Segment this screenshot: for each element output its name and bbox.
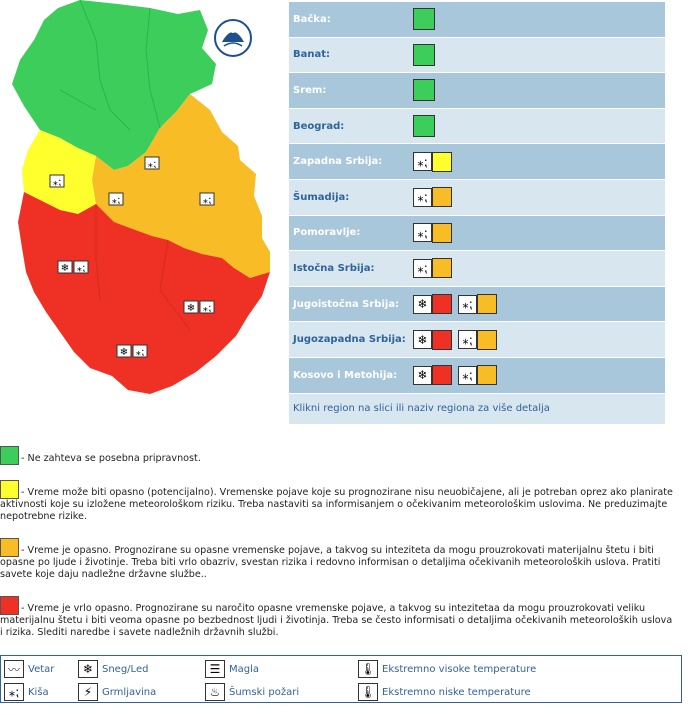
region-warning-cells: [413, 8, 435, 30]
svg-text:⁎⁏: ⁎⁏: [135, 347, 145, 358]
icon-legend: [0, 655, 682, 703]
rain-icon: ⁎⁏: [413, 188, 432, 207]
map-snow-ice-icon[interactable]: [117, 345, 131, 358]
region-name-link[interactable]: Beograd:: [293, 120, 345, 132]
region-warning-cells: [413, 152, 452, 172]
warning-level-swatch: [432, 152, 452, 172]
warning-level-swatch: [432, 294, 452, 314]
warning-level-swatch: [477, 330, 497, 350]
wind-icon: 〰: [4, 660, 24, 678]
thunder-icon: ⚡: [78, 683, 98, 701]
region-warning-cells: [413, 79, 435, 101]
region-name-link[interactable]: Bačka:: [293, 13, 331, 25]
icon-legend-fog: [205, 660, 259, 678]
rain-icon: ⁎⁏: [413, 152, 432, 171]
svg-text:⁎⁏: ⁎⁏: [111, 195, 121, 206]
region-row[interactable]: [289, 287, 665, 323]
region-name-link[interactable]: Zapadna Srbija:: [293, 156, 383, 168]
warning-level-swatch: [432, 330, 452, 350]
region-name-link[interactable]: Šumadija:: [293, 191, 350, 203]
region-name-link[interactable]: Jugoistočna Srbija:: [293, 298, 400, 310]
snow-label: Sneg/Led: [102, 663, 149, 675]
region-warning-cells: [413, 115, 435, 137]
icon-legend-snow: [78, 660, 148, 678]
warning-group[interactable]: [458, 365, 497, 385]
warning-level-swatch: [432, 258, 452, 278]
map-rain-icon[interactable]: [145, 157, 159, 170]
region-warning-cells: [413, 294, 497, 314]
warning-level-swatch: [432, 187, 452, 207]
forest-fire-icon: ♨: [205, 683, 225, 701]
legend-yellow-swatch: [0, 480, 19, 499]
rain-icon: ⁎⁏: [413, 223, 432, 242]
warning-group[interactable]: [413, 187, 452, 207]
warning-group[interactable]: [413, 294, 452, 314]
warning-group[interactable]: [413, 258, 452, 278]
snow-ice-icon: ❄: [413, 366, 432, 385]
region-row[interactable]: [289, 2, 665, 38]
region-table: [289, 2, 665, 424]
icon-legend-rain: [4, 683, 49, 701]
warning-group[interactable]: [413, 223, 452, 243]
warning-group[interactable]: [413, 152, 452, 172]
map-snow-ice-icon[interactable]: [184, 301, 198, 314]
rain-label: Kiša: [28, 686, 49, 698]
icon-legend-thunder: [78, 683, 156, 701]
rain-icon: ⁎⁏: [458, 366, 477, 385]
legend-green-text: - Ne zahteva se posebna pripravnost.: [21, 453, 201, 464]
warning-level-swatch[interactable]: [413, 115, 435, 137]
warning-level-swatch[interactable]: [413, 44, 435, 66]
rain-icon: ⁎⁏: [413, 259, 432, 278]
high-temperature-icon: 🌡: [358, 660, 378, 678]
region-row[interactable]: [289, 38, 665, 74]
rain-icon: ⁎⁏: [458, 330, 477, 349]
region-name-link[interactable]: Jugozapadna Srbija:: [293, 334, 406, 346]
legend-yellow-text: - Vreme može biti opasno (potencijalno). Vremenske pojave koje su prognozirane nisu neuobičajene, ali je potreban oprez ako planirate aktivnosti koje su izložene meteorološkom riziku. Treba nastaviti sa informisanjem o očekivanim meteorološkim uslovima. Ne preduzimajte nepotrebne rizike.: [0, 487, 673, 522]
warning-level-swatch: [432, 223, 452, 243]
icon-legend-fire: [205, 683, 299, 701]
region-name-link[interactable]: Istočna Srbija:: [293, 262, 375, 274]
fog-icon: ☰: [205, 660, 225, 678]
rain-icon: ⁎⁏: [4, 683, 24, 701]
thunder-label: Grmljavina: [102, 686, 157, 698]
legend-red-swatch: [0, 596, 19, 615]
map-rain-icon[interactable]: [200, 301, 214, 314]
wind-label: Vetar: [28, 663, 55, 675]
region-hint-text: Klikni region na slici ili naziv regiona za više detalja: [289, 394, 665, 424]
svg-text:⁎⁏: ⁎⁏: [52, 177, 62, 188]
warning-group[interactable]: [458, 294, 497, 314]
region-name-link[interactable]: Srem:: [293, 84, 327, 96]
region-name-link[interactable]: Pomoravlje:: [293, 227, 361, 239]
high-temp-label: Ekstremno visoke temperature: [382, 663, 537, 675]
region-row[interactable]: [289, 358, 665, 394]
svg-text:❄: ❄: [119, 347, 129, 358]
map-rain-icon[interactable]: [133, 345, 147, 358]
region-name-link[interactable]: Kosovo i Metohija:: [293, 369, 398, 381]
legend-red: [0, 596, 676, 639]
map-snow-ice-icon[interactable]: [58, 261, 72, 274]
region-row[interactable]: [289, 216, 665, 252]
rhmz-logo: [215, 20, 251, 56]
snow-ice-icon: ❄: [413, 295, 432, 314]
fog-label: Magla: [229, 663, 260, 675]
svg-text:⁎⁏: ⁎⁏: [202, 195, 212, 206]
fire-label: Šumski požari: [229, 686, 300, 698]
region-row[interactable]: [289, 73, 665, 109]
svg-text:❄: ❄: [186, 303, 196, 314]
warning-level-swatch[interactable]: [413, 8, 435, 30]
legend-yellow: [0, 480, 676, 523]
region-warning-cells: [413, 187, 452, 207]
map-rain-icon[interactable]: [109, 193, 123, 206]
map-rain-icon[interactable]: [74, 261, 88, 274]
warning-group[interactable]: [458, 330, 497, 350]
map-rain-icon[interactable]: [50, 175, 64, 188]
region-row[interactable]: [289, 180, 665, 216]
svg-text:❄: ❄: [60, 263, 70, 274]
legend-orange-swatch: [0, 538, 19, 557]
svg-text:⁎⁏: ⁎⁏: [147, 159, 157, 170]
region-row[interactable]: [289, 144, 665, 180]
region-name-link[interactable]: Banat:: [293, 49, 331, 61]
region-row[interactable]: [289, 322, 665, 358]
map-rain-icon[interactable]: [200, 193, 214, 206]
region-warning-cells: [413, 44, 435, 66]
warning-level-swatch[interactable]: [413, 79, 435, 101]
warning-level-swatch: [477, 365, 497, 385]
warning-group[interactable]: [413, 330, 452, 350]
icon-legend-low-temp: [358, 683, 531, 701]
warning-level-swatch: [432, 365, 452, 385]
serbia-warning-map[interactable]: [0, 0, 288, 400]
low-temperature-icon: 🌡: [358, 683, 378, 701]
region-warning-cells: [413, 365, 497, 385]
region-row[interactable]: [289, 109, 665, 145]
legend-red-text: - Vreme je vrlo opasno. Prognozirane su naročito opasne vremenske pojave, a takvog su intezitetaa da mogu prouzrokovati veliku materijalnu štetu i biti veoma opasne po bezbednost ljudi i životinja. Treba se često informisati o detaljima očekivanih meteoroloških uslova i rizika. Slediti naredbe i savete nadležnih državnih službi.: [0, 603, 673, 638]
legend-green: [0, 446, 676, 465]
icon-legend-wind: [4, 660, 54, 678]
region-warning-cells: [413, 223, 452, 243]
legend-orange-text: - Vreme je opasno. Prognozirane su opasne vremenske pojave, a takvog su inteziteta da mogu prouzrokovati materijalnu štetu i biti opasne po ljude i životinje. Treba biti vrlo obazriv, svestan rizika i redovno informisan o detaljima očekivanih meteoroloških uslova. Pratiti savete koje daju nadležne državne službe..: [0, 545, 661, 580]
region-warning-cells: [413, 258, 452, 278]
region-row[interactable]: [289, 251, 665, 287]
warning-group[interactable]: [413, 365, 452, 385]
low-temp-label: Ekstremno niske temperature: [382, 686, 531, 698]
icon-legend-high-temp: [358, 660, 536, 678]
snow-ice-icon: ❄: [413, 330, 432, 349]
region-warning-cells: [413, 330, 497, 350]
snow-ice-icon: ❄: [78, 660, 98, 678]
warning-level-swatch: [477, 294, 497, 314]
svg-text:⁎⁏: ⁎⁏: [76, 263, 86, 274]
legend-orange: [0, 538, 676, 581]
legend-green-swatch: [0, 446, 19, 465]
rain-icon: ⁎⁏: [458, 295, 477, 314]
svg-text:⁎⁏: ⁎⁏: [202, 303, 212, 314]
